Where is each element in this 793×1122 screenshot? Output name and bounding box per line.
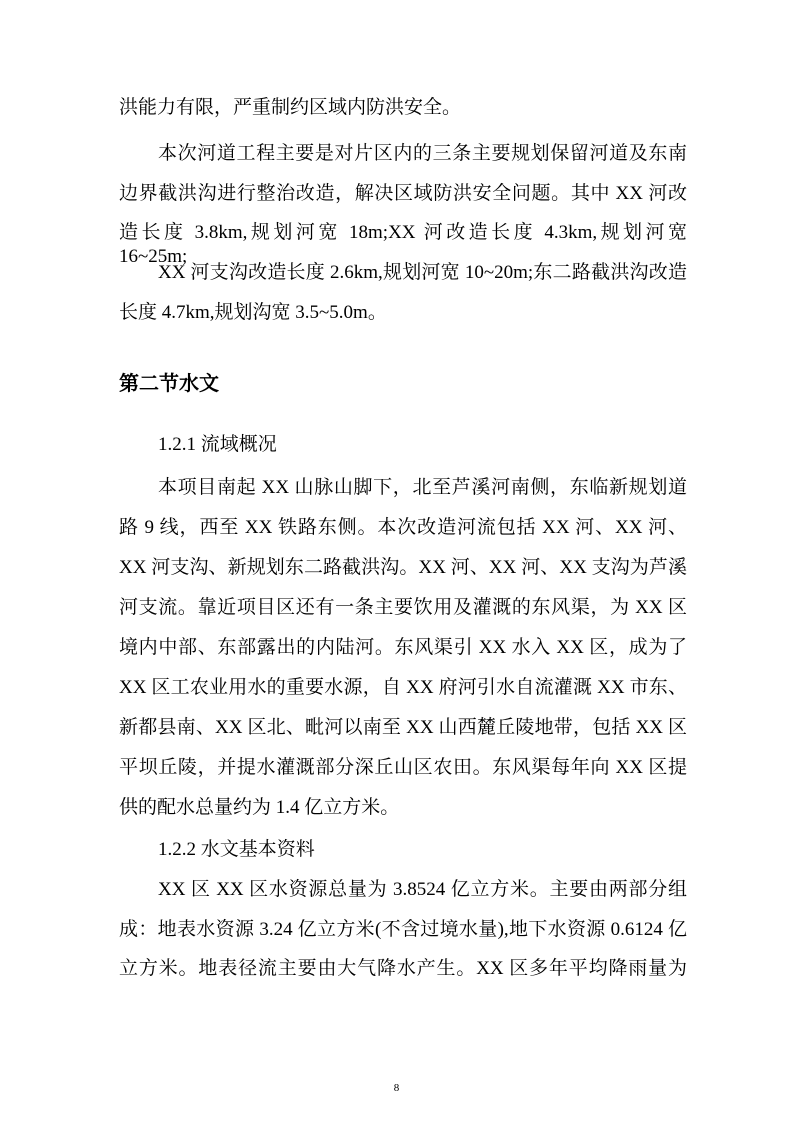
section-heading: 第二节水文	[119, 371, 219, 395]
paragraph-line: XX 河支沟改造长度 2.6km,规划河宽 10~20m;东二路截洪沟改造	[158, 262, 687, 283]
paragraph-line: 洪能力有限，严重制约区域内防洪安全。	[119, 97, 462, 118]
paragraph-line: 本次河道工程主要是对片区内的三条主要规划保留河道及东南	[158, 143, 687, 164]
paragraph-line: 新都县南、XX 区北、毗河以南至 XX 山西麓丘陵地带，包括 XX 区	[119, 717, 687, 738]
paragraph-line: 本项目南起 XX 山脉山脚下，北至芦溪河南侧，东临新规划道	[158, 477, 687, 498]
paragraph-line: 供的配水总量约为 1.4 亿立方米。	[119, 797, 400, 818]
page-number: 8	[393, 1082, 400, 1094]
paragraph-line: XX 区 XX 区水资源总量为 3.8524 亿立方米。主要由两部分组	[158, 879, 687, 900]
paragraph-line: 长度 4.7km,规划沟宽 3.5~5.0m。	[119, 302, 387, 323]
paragraph-line: 路 9 线，西至 XX 铁路东侧。本次改造河流包括 XX 河、XX 河、	[119, 517, 687, 538]
subheading: 1.2.2 水文基本资料	[158, 839, 315, 860]
paragraph-line: 成：地表水资源 3.24 亿立方米(不含过境水量),地下水资源 0.6124 亿	[119, 919, 687, 940]
paragraph-line: XX 区工农业用水的重要水源，自 XX 府河引水自流灌溉 XX 市东、	[119, 677, 687, 698]
paragraph-line: XX 河支沟、新规划东二路截洪沟。XX 河、XX 河、XX 支沟为芦溪	[119, 557, 687, 578]
paragraph-line: 平坝丘陵，并提水灌溉部分深丘山区农田。东风渠每年向 XX 区提	[119, 757, 687, 778]
paragraph-line: 河支流。靠近项目区还有一条主要饮用及灌溉的东风渠，为 XX 区	[119, 597, 687, 618]
paragraph-line: 境内中部、东部露出的内陆河。东风渠引 XX 水入 XX 区，成为了	[119, 637, 687, 658]
subheading: 1.2.1 流域概况	[158, 434, 277, 455]
paragraph-line: 立方米。地表径流主要由大气降水产生。XX 区多年平均降雨量为	[119, 958, 687, 979]
paragraph-line: 边界截洪沟进行整治改造，解决区域防洪安全问题。其中 XX 河改	[119, 183, 687, 204]
paragraph-line: 造长度 3.8km,规划河宽 18m;XX 河改造长度 4.3km,规划河宽 16~25m;	[119, 222, 687, 267]
